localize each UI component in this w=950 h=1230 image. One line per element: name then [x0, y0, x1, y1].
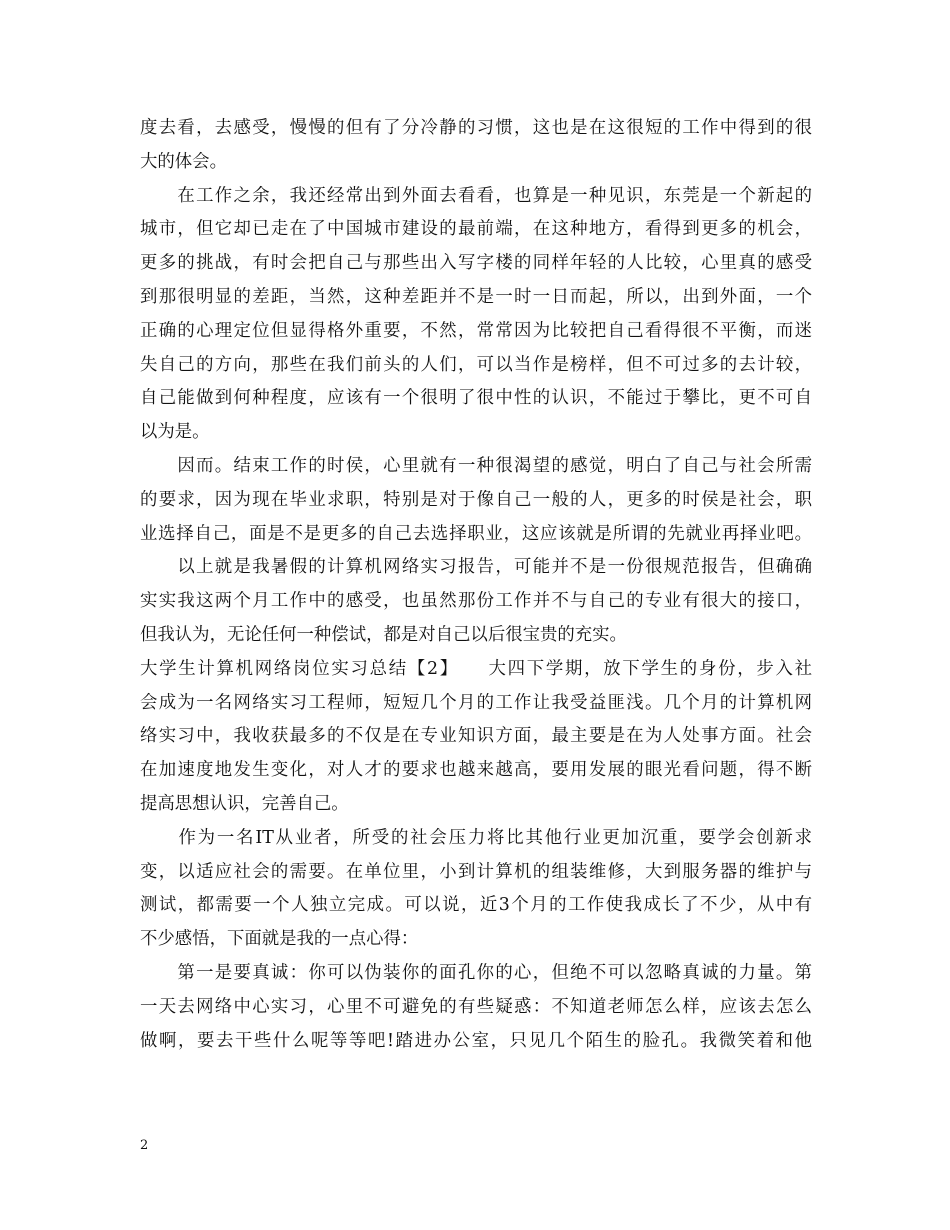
- text-line: 在工作之余，我还经常出到外面去看看，也算是一种见识，东莞是一个新起的: [140, 185, 812, 206]
- text-line: 实实我这两个月工作中的感受，也虽然那份工作并不与自己的专业有很大的接口，: [140, 591, 812, 612]
- text-line: 在加速度地发生变化，对人才的要求也越来越高，要用发展的眼光看问题，得不断: [140, 760, 812, 781]
- text-line: 以上就是我暑假的计算机网络实习报告，可能并不是一份很规范报告，但确确: [140, 557, 812, 578]
- text-line: 城市，但它却已走在了中国城市建设的最前端，在这种地方，看得到更多的机会，: [140, 219, 812, 240]
- page-number: 2: [140, 1138, 149, 1153]
- text-line: 络实习中，我收获最多的不仅是在专业知识方面，最主要是在为人处事方面。社会: [140, 726, 812, 747]
- text-line: 到那很明显的差距，当然，这种差距并不是一时一日而起，所以，出到外面，一个: [140, 286, 812, 307]
- text-line: 不少感悟，下面就是我的一点心得：: [140, 929, 419, 950]
- text-line: 大学生计算机网络岗位实习总结【2】 大四下学期，放下学生的身份，步入社: [140, 658, 812, 679]
- text-line: 大的体会。: [140, 151, 227, 172]
- text-line: 更多的挑战，有时会把自己与那些出入写字楼的同样年轻的人比较，心里真的感受: [140, 253, 812, 274]
- text-line: 因而。结束工作的时侯，心里就有一种很渴望的感觉，明白了自己与社会所需: [140, 455, 812, 476]
- text-line: 的要求，因为现在毕业求职，特别是对于像自己一般的人，更多的时侯是社会，职: [140, 489, 812, 510]
- text-line: 业选择自己，面是不是更多的自己去选择职业，这应该就是所谓的先就业再择业吧。: [140, 523, 812, 544]
- document-body: [140, 112, 812, 1058]
- text-line: 自己能做到何种程度，应该有一个很明了很中性的认识，不能过于攀比，更不可自: [140, 388, 812, 409]
- text-line: 但我认为，无论任何一种偿试，都是对自己以后很宝贵的充实。: [140, 624, 627, 645]
- text-line: 提高思想认识，完善自己。: [140, 793, 349, 814]
- text-line: 失自己的方向，那些在我们前头的人们，可以当作是榜样，但不可过多的去计较，: [140, 354, 812, 375]
- text-line: 变，以适应社会的需要。在单位里，小到计算机的组装维修，大到服务器的维护与: [140, 861, 812, 882]
- text-line: 第一是要真诚：你可以伪装你的面孔你的心，但绝不可以忽略真诚的力量。第: [140, 962, 812, 983]
- text-line: 作为一名IT从业者，所受的社会压力将比其他行业更加沉重，要学会创新求: [140, 827, 812, 848]
- text-line: 做啊，要去干些什么呢等等吧!踏进办公室，只见几个陌生的脸孔。我微笑着和他: [140, 1030, 812, 1051]
- text-line: 正确的心理定位但显得格外重要，不然，常常因为比较把自己看得很不平衡，而迷: [140, 320, 812, 341]
- text-line: 以为是。: [140, 422, 210, 443]
- text-line: 度去看，去感受，慢慢的但有了分冷静的习惯，这也是在这很短的工作中得到的很: [140, 118, 812, 138]
- text-line: 一天去网络中心实习，心里不可避免的有些疑惑：不知道老师怎么样，应该去怎么: [140, 996, 812, 1017]
- text-line: 测试，都需要一个人独立完成。可以说，近3个月的工作使我成长了不少，从中有: [140, 895, 812, 916]
- text-line: 会成为一名网络实习工程师，短短几个月的工作让我受益匪浅。几个月的计算机网: [140, 692, 812, 713]
